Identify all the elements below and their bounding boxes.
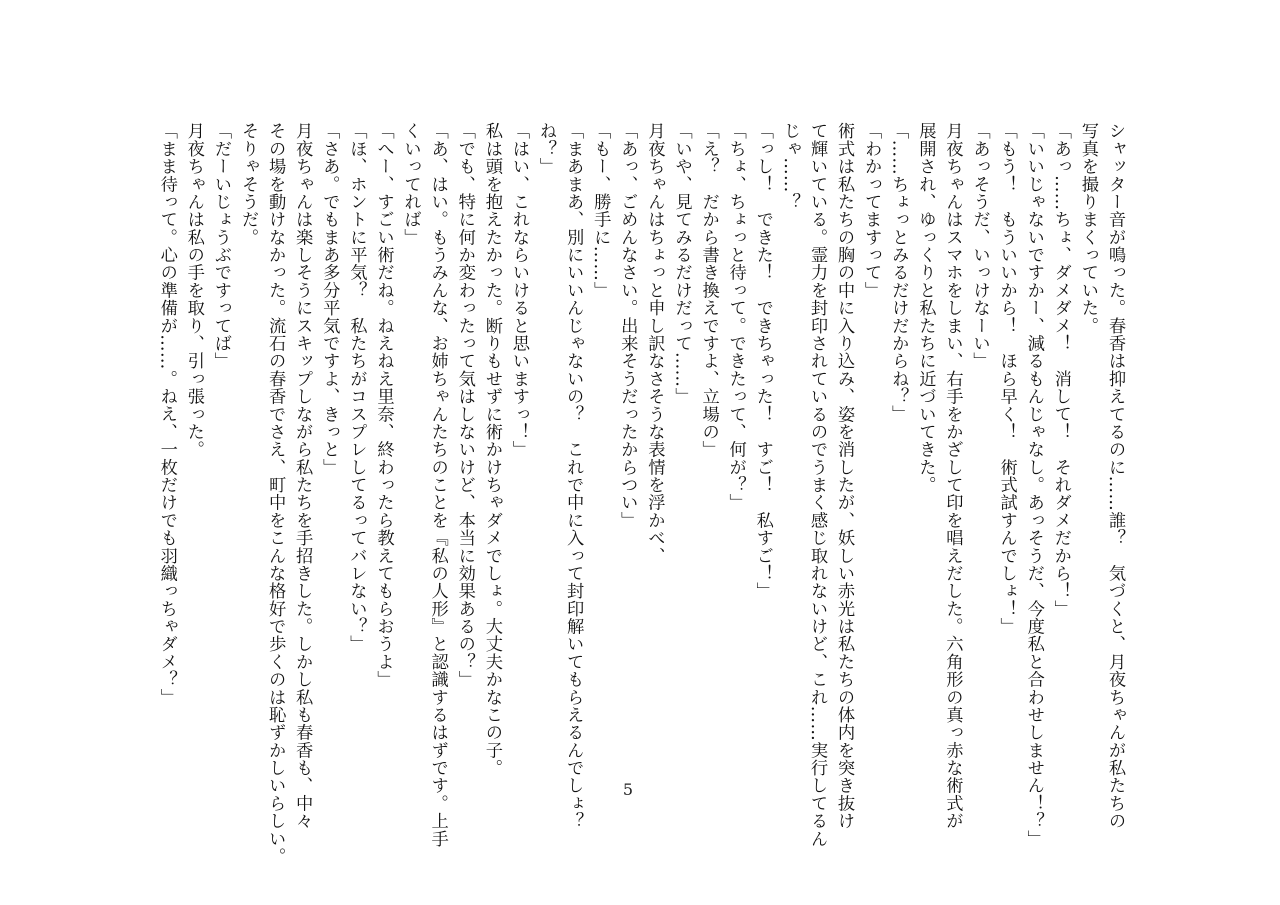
text-line: 私は頭を抱えたかった。断りもせずに術かけちゃダメでしょ。大丈夫かなこの子。 <box>481 122 502 777</box>
text-line: 月夜ちゃんは私の手を取り、引っ張った。 <box>183 122 204 459</box>
text-line: 月夜ちゃんは楽しそうにスキップしながら私たちを手招きした。しかし私も春香も、中々 <box>292 122 313 830</box>
text-line: 「はい、これならいけると思いますっ！」 <box>508 122 529 459</box>
text-line: シャッター音が鳴った。春香は抑えてるのに……誰？ 気づくと、月夜ちゃんが私たちの <box>1105 122 1125 830</box>
text-line: 「ほ、ホントに平気？ 私たちがコスプレしてるってバレない？」 <box>346 122 367 653</box>
text-line: ね？」 <box>536 122 557 176</box>
text-line: 「まあまあ、別にいいんじゃないの？ これで中に入って封印解いてもらえるんでしょ？ <box>563 122 584 830</box>
text-line: 「へー、すごい術だね。ねえねえ里奈、終わったら教えてもらおうよ」 <box>373 122 394 689</box>
text-line: 「だーいじょうぶですってば」 <box>210 122 231 370</box>
text-line: 「……ちょっとみるだけだからね？」 <box>888 122 909 423</box>
text-line: 「わかってますって」 <box>861 122 882 299</box>
vertical-text-body <box>153 122 1128 865</box>
page-number: 5 <box>622 780 634 799</box>
text-line: 写真を撮りまくっていた。 <box>1077 122 1098 335</box>
text-line: 月夜ちゃんはちょっと申し訳なさそうな表情を浮かべ、 <box>644 122 665 565</box>
text-line: 「さあ。でもまあ多分平気ですよ、きっと」 <box>319 122 340 476</box>
text-line: 「っし！ できた！ できちゃった！ すご！ 私すご！」 <box>752 122 773 600</box>
text-line: 「あ、はい。もうみんな、お姉ちゃんたちのことを『私の人形』と認識するはずです。上手 <box>427 122 448 848</box>
text-line: 「いいじゃないですかー、減るもんじゃなし。あっそうだ、今度私と合わせしません！？」 <box>1023 122 1044 848</box>
text-line: 「ちょ、ちょっと待って。できたって、何が？」 <box>725 122 746 512</box>
text-line: 月夜ちゃんはスマホをしまい、右手をかざして印を唱えだした。六角形の真っ赤な術式が <box>942 122 963 830</box>
text-line: 「でも、特に何か変わったって気はしないけど、本当に効果あるの？」 <box>454 122 475 689</box>
text-line: その場を動けなかった。流石の春香でさえ、町中をこんな格好で歩くのは恥ずかしいらしい。 <box>265 122 286 865</box>
text-line: 「もう！ もういいから！ ほら早く！ 術式試すんでしょ！」 <box>996 122 1017 636</box>
text-line: くいってれば」 <box>400 122 421 246</box>
text-line: じゃ……？ <box>779 122 800 211</box>
text-line: 「え？ だから書き換えですよ、立場の」 <box>698 122 719 459</box>
text-line: 展開され、ゆっくりと私たちに近づいてきた。 <box>915 122 936 494</box>
text-line: 「あっ、ごめんなさい。出来そうだったからつい」 <box>617 122 638 529</box>
text-line: 「もー、勝手に……」 <box>590 122 611 299</box>
text-line: そりゃそうだ。 <box>238 122 258 246</box>
text-line: 術式は私たちの胸の中に入り込み、姿を消したが、妖しい赤光は私たちの体内を突き抜け <box>834 122 855 830</box>
text-line: 「あっ……ちょ、ダメダメ！ 消して！ それダメだから！」 <box>1050 122 1071 618</box>
text-line: 「まま待って。心の準備が……。ねえ、一枚だけでも羽織っちゃダメ？」 <box>156 122 177 706</box>
text-line: 「あっそうだ、いっけなーい」 <box>969 122 990 370</box>
text-line: て輝いている。霊力を封印されているのでうまく感じ取れないけど、これ……実行してるん <box>806 122 827 848</box>
text-line: 「いや、見てみるだけだって……」 <box>671 122 692 406</box>
